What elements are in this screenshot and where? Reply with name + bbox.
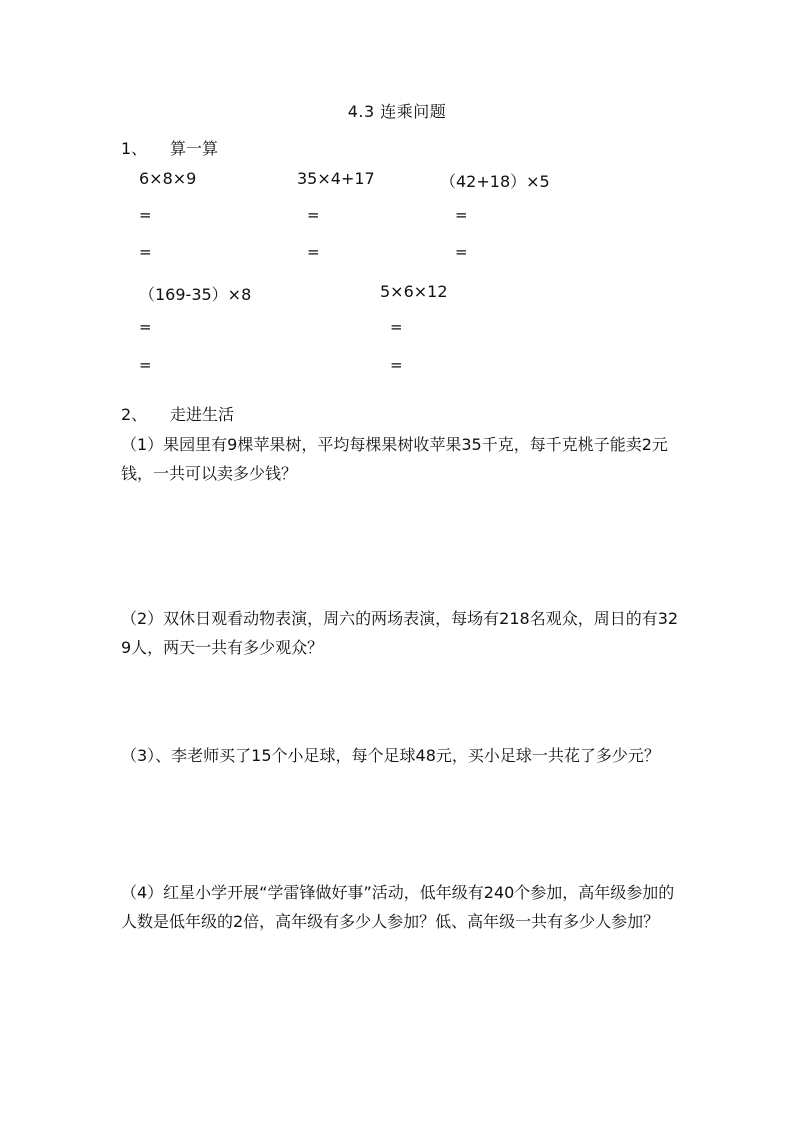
equals-sign: = <box>307 243 320 261</box>
word-problem-1: （1）果园里有9棵苹果树，平均每棵果树收苹果35千克，每千克桃子能卖2元钱，一共可以卖多少钱？ <box>121 435 668 483</box>
equals-sign: = <box>139 318 152 336</box>
equals-sign: = <box>139 356 152 374</box>
word-problem-3: （3）、李老师买了15个小足球，每个足球48元，买小足球一共花了多少元？ <box>121 746 660 765</box>
expression-1: 6×8×9 <box>139 169 197 188</box>
equals-sign: = <box>390 318 403 336</box>
equals-sign: = <box>390 356 403 374</box>
equals-sign: = <box>455 206 468 224</box>
section2-number: 2、 <box>121 405 148 424</box>
expression-5: 5×6×12 <box>380 282 448 301</box>
word-problem-2: （2）双休日观看动物表演，周六的两场表演，每场有218名观众，周日的有329人，两天一共有多少观众？ <box>121 609 679 657</box>
section2-heading: 走进生活 <box>170 405 235 424</box>
word-problem-4: （4）红星小学开展“学雷锋做好事”活动，低年级有240个参加，高年级参加的人数是低年级的2倍，高年级有多少人参加？低、高年级一共有多少人参加？ <box>121 883 675 931</box>
expression-2: 35×4+17 <box>297 169 375 188</box>
equals-sign: = <box>307 206 320 224</box>
equals-sign: = <box>455 243 468 261</box>
expression-3: （42+18）×5 <box>440 172 550 191</box>
section1-number: 1、 <box>121 139 148 158</box>
equals-sign: = <box>139 243 152 261</box>
expression-4: （169-35）×8 <box>139 285 252 304</box>
equals-sign: = <box>139 206 152 224</box>
section1-heading: 算一算 <box>170 139 219 158</box>
page-title: 4.3 连乘问题 <box>347 102 447 121</box>
